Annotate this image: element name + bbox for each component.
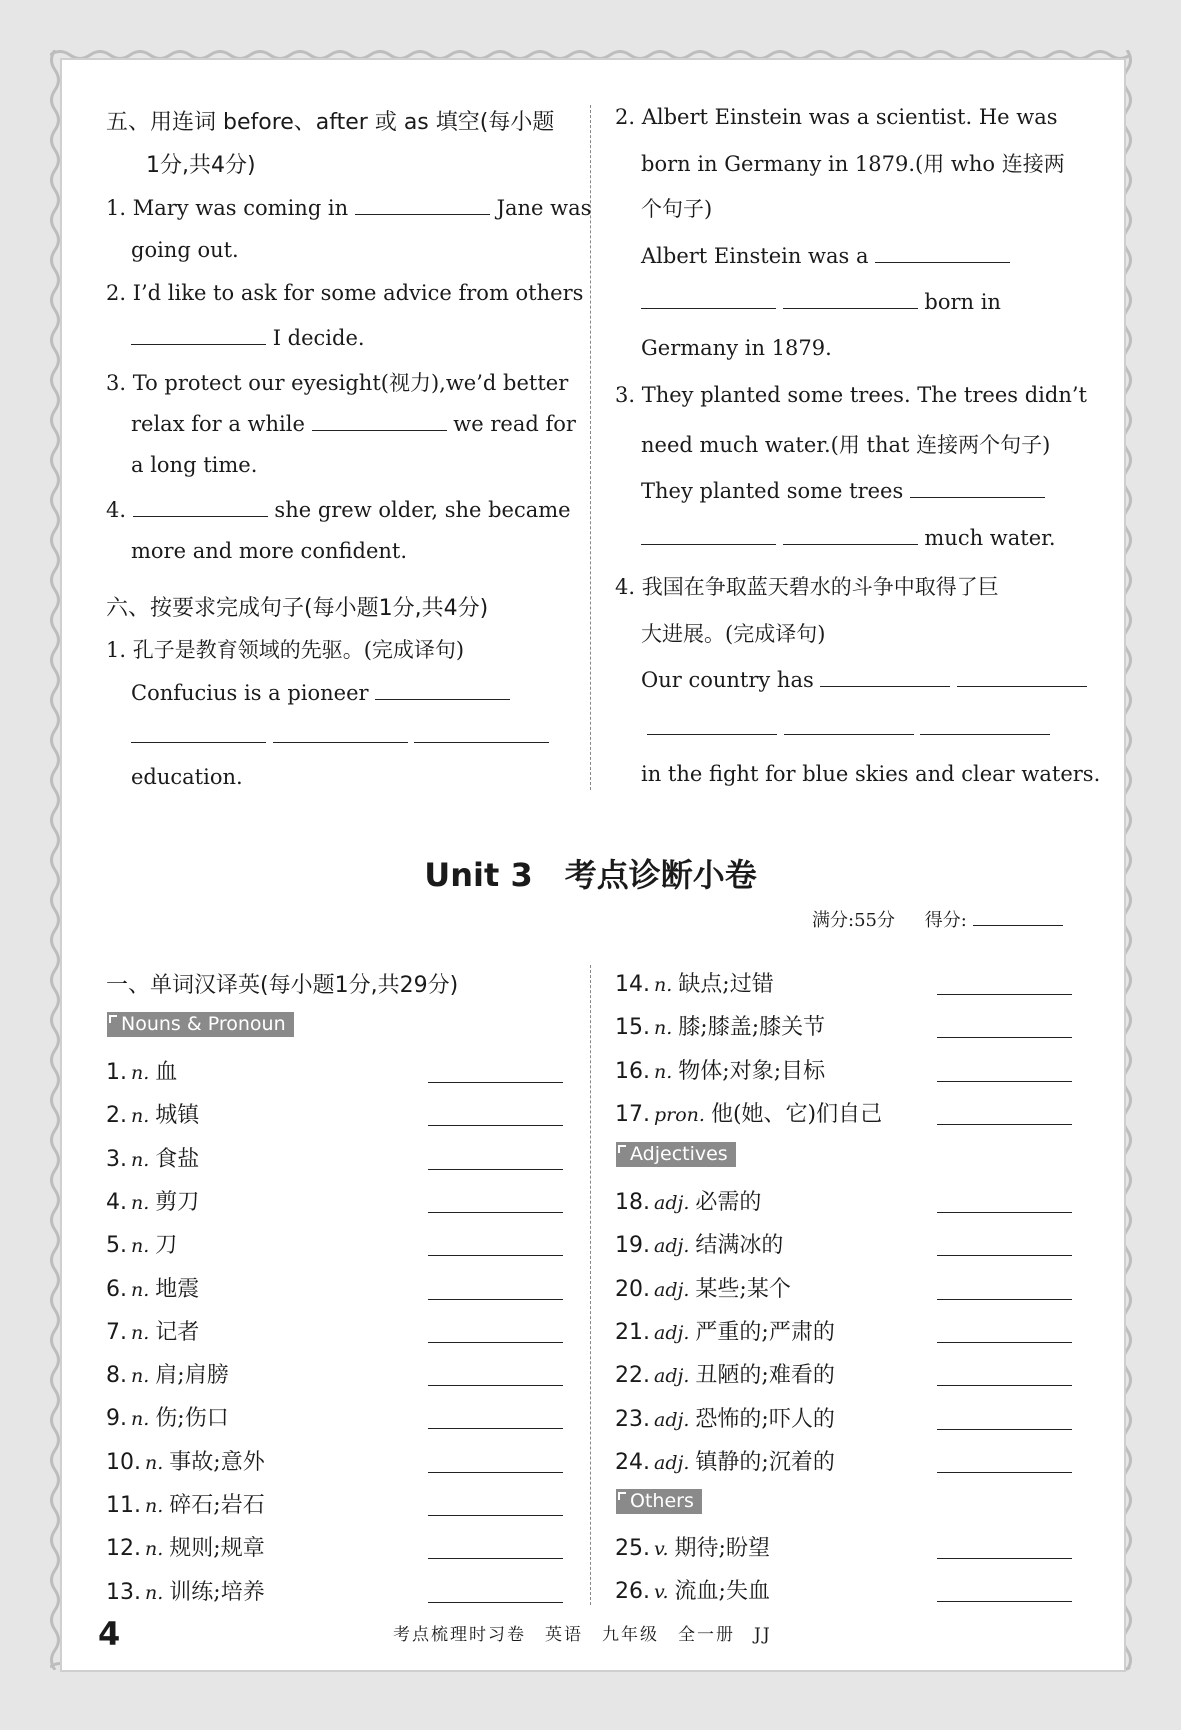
vocab-chinese: 碎石;岩石 xyxy=(169,1493,265,1518)
tag-adjectives: Adjectives xyxy=(616,1142,736,1167)
s6-q2-text-a: 2. Albert Einstein was a scientist. He was xyxy=(615,105,1058,129)
vocab-answer-blank[interactable] xyxy=(428,1514,563,1516)
vocab-part-of-speech: v. xyxy=(654,1538,669,1560)
s6-q2-text-d: Albert Einstein was a xyxy=(641,244,869,268)
vocab-item xyxy=(615,1531,770,1562)
vocab-chinese: 训练;培养 xyxy=(169,1579,265,1605)
s6-q2-blank-2[interactable] xyxy=(641,288,776,309)
s6-q4-blank-2[interactable] xyxy=(957,666,1087,687)
vocab-number: 18. xyxy=(615,1190,650,1215)
vocab-item xyxy=(106,1531,265,1562)
s5-q1-line1 xyxy=(106,194,591,220)
vocab-answer-blank[interactable] xyxy=(937,1036,1072,1038)
vocab-item xyxy=(106,1445,265,1476)
vocab-chinese: 丑陋的;难看的 xyxy=(695,1363,835,1389)
vocab-part-of-speech: n. xyxy=(131,1105,150,1128)
s6-q4-text-a: 4. 我国在争取蓝天碧水的斗争中取得了巨 xyxy=(615,575,999,599)
vocab-part-of-speech: adj. xyxy=(654,1278,690,1301)
s6-q2-blank-1[interactable] xyxy=(875,242,1010,263)
vocab-part-of-speech: n. xyxy=(654,1017,673,1040)
vocab-item xyxy=(106,1315,199,1346)
vocab-item xyxy=(615,1358,835,1389)
vocab-number: 21. xyxy=(615,1319,650,1345)
vocab-answer-blank[interactable] xyxy=(428,1124,563,1126)
vocab-answer-blank[interactable] xyxy=(937,1123,1072,1125)
vocab-number: 17. xyxy=(615,1101,650,1127)
vocab-chinese: 剪刀 xyxy=(155,1189,200,1215)
vocab-chinese: 膝;膝盖;膝关节 xyxy=(678,1015,826,1041)
s5-q1-text-c: going out. xyxy=(131,238,239,262)
vocab-chinese: 刀 xyxy=(155,1233,178,1259)
vocab-chinese: 结满冰的 xyxy=(695,1233,784,1259)
tag-others: Others xyxy=(616,1489,702,1514)
vocab-number: 15. xyxy=(615,1015,650,1041)
vocab-number: 6. xyxy=(106,1276,127,1302)
vocab-chinese: 他(她、它)们自己 xyxy=(710,1101,883,1127)
vocab-chinese: 规则;规章 xyxy=(169,1536,265,1562)
vocab-number: 12. xyxy=(106,1536,141,1562)
vocab-chinese: 镇静的;沉着的 xyxy=(695,1449,835,1475)
vocab-chinese: 恐怖的;吓人的 xyxy=(695,1406,835,1432)
s6-q4-blank-3[interactable] xyxy=(647,714,777,735)
vocab-item xyxy=(106,1272,199,1303)
s5-q3-line2 xyxy=(131,410,576,436)
column-divider-bottom xyxy=(590,965,591,1605)
s6-q2-blank-3[interactable] xyxy=(783,288,918,309)
s6-q3-text-b: need much water.(用 that 连接两个句子) xyxy=(641,433,1051,457)
s5-q3-text-a: 3. To protect our eyesight(视力),we’d better xyxy=(106,371,569,395)
s5-q3-text-d: a long time. xyxy=(131,453,258,477)
s6-q3-line3 xyxy=(641,477,1045,503)
vocab-part-of-speech: n. xyxy=(131,1191,150,1214)
s6-q1-blank-2[interactable] xyxy=(131,722,266,743)
s6-q4-blank-5[interactable] xyxy=(920,714,1050,735)
section5-title: 五、用连词 before、after 或 as 填空(每小题 xyxy=(106,110,555,135)
vocab-chinese: 事故;意外 xyxy=(169,1449,265,1475)
s6-q1-line2 xyxy=(131,679,510,705)
vocab-part-of-speech: n. xyxy=(145,1451,164,1474)
s5-q4-text-a: 4. xyxy=(106,498,127,522)
vocab-number: 11. xyxy=(106,1493,141,1518)
vocab-part-of-speech: n. xyxy=(654,974,673,996)
vocab-answer-blank[interactable] xyxy=(428,1601,563,1603)
s6-q1-line3 xyxy=(131,722,549,748)
vocab-chinese: 物体;对象;目标 xyxy=(678,1058,826,1084)
vocab-part-of-speech: adj. xyxy=(654,1192,690,1214)
vocab-answer-blank[interactable] xyxy=(937,993,1072,995)
s5-q1-text-a: 1. Mary was coming in xyxy=(106,196,349,220)
s6-q3-text-d: much water. xyxy=(924,526,1056,550)
vocab-number: 7. xyxy=(106,1319,127,1345)
vocab-item xyxy=(106,1488,265,1519)
vocab-item xyxy=(106,1185,199,1216)
vocab-chinese: 必需的 xyxy=(695,1190,762,1215)
vocab-chinese: 某些;某个 xyxy=(695,1276,791,1302)
s6-q4-blank-4[interactable] xyxy=(784,714,914,735)
vocab-answer-blank[interactable] xyxy=(428,1427,563,1429)
vocab-item xyxy=(106,1142,199,1173)
s6-q2-line5 xyxy=(641,288,1001,314)
vocab-answer-blank[interactable] xyxy=(428,1254,563,1256)
full-score: 满分:55分 xyxy=(812,910,895,931)
section6-title: 六、按要求完成句子(每小题1分,共4分) xyxy=(106,596,489,621)
s5-q4-blank[interactable] xyxy=(133,496,268,517)
vocab-part-of-speech: n. xyxy=(131,1365,150,1388)
vocab-part-of-speech: n. xyxy=(131,1062,150,1084)
s6-q4-blank-1[interactable] xyxy=(820,666,950,687)
vocab-answer-blank[interactable] xyxy=(937,1080,1072,1082)
vocab-number: 20. xyxy=(615,1276,650,1302)
vocab-chinese: 肩;肩膀 xyxy=(155,1363,229,1389)
vocab-number: 1. xyxy=(106,1060,127,1085)
vocab-item xyxy=(615,1054,825,1085)
vocab-number: 13. xyxy=(106,1579,141,1605)
vocab-item xyxy=(106,1098,199,1129)
vocab-chinese: 期待;盼望 xyxy=(674,1536,770,1561)
vocab-part-of-speech: n. xyxy=(145,1495,164,1517)
s6-q1-blank-3[interactable] xyxy=(273,722,408,743)
vocab-answer-blank[interactable] xyxy=(937,1557,1072,1559)
s5-q4-text-c: more and more confident. xyxy=(131,539,408,563)
vocab-chinese: 伤;伤口 xyxy=(155,1406,229,1432)
vocab-part-of-speech: n. xyxy=(131,1235,150,1258)
vocab-part-of-speech: n. xyxy=(145,1581,164,1604)
s6-q3-blank-1[interactable] xyxy=(910,477,1045,498)
vocab-number: 8. xyxy=(106,1363,127,1389)
s5-q2-blank[interactable] xyxy=(131,324,266,345)
s6-q1-blank-4[interactable] xyxy=(414,722,549,743)
s5-q3-blank[interactable] xyxy=(312,410,447,431)
s5-q3-text-c: we read for xyxy=(453,412,576,436)
vocab-answer-blank[interactable] xyxy=(428,1384,563,1386)
vocab-number: 2. xyxy=(106,1103,127,1129)
vocab-answer-blank[interactable] xyxy=(937,1600,1072,1602)
s6-q2-text-b: born in Germany in 1879.(用 who 连接两 xyxy=(641,152,1065,176)
s6-q2-line4 xyxy=(641,242,1010,268)
s6-q3-blank-2[interactable] xyxy=(641,524,776,545)
vocab-number: 24. xyxy=(615,1449,650,1475)
vocab-section-title: 一、单词汉译英(每小题1分,共29分) xyxy=(106,973,459,998)
s5-q1-blank[interactable] xyxy=(355,194,490,215)
vocab-part-of-speech: adj. xyxy=(654,1321,690,1344)
footer-text: 考点梳理时习卷 英语 九年级 全一册 JJ xyxy=(393,1625,772,1645)
vocab-answer-blank[interactable] xyxy=(937,1254,1072,1256)
vocab-number: 22. xyxy=(615,1363,650,1389)
s6-q2-text-e: born in xyxy=(924,290,1001,314)
vocab-number: 5. xyxy=(106,1233,127,1259)
tag-nouns-pronoun: Nouns & Pronoun xyxy=(107,1012,294,1037)
s6-q4-text-c: Our country has xyxy=(641,668,814,692)
vocab-item xyxy=(615,1445,835,1476)
vocab-answer-blank[interactable] xyxy=(428,1471,563,1473)
vocab-answer-blank[interactable] xyxy=(937,1471,1072,1473)
s5-q1-text-b: Jane was xyxy=(496,196,592,220)
vocab-number: 14. xyxy=(615,972,650,997)
vocab-item xyxy=(615,1402,835,1433)
section5-title-cont: 1分,共4分) xyxy=(146,153,256,178)
unit-title: Unit 3 考点诊断小卷 xyxy=(424,856,757,894)
vocab-item xyxy=(615,967,774,998)
s5-q2-line2 xyxy=(131,324,365,350)
vocab-item xyxy=(615,1315,835,1346)
vocab-part-of-speech: n. xyxy=(654,1060,673,1083)
s6-q1-text-a: 1. 孔子是教育领域的先驱。(完成译句) xyxy=(106,638,465,662)
vocab-answer-blank[interactable] xyxy=(937,1384,1072,1386)
vocab-number: 16. xyxy=(615,1058,650,1084)
vocab-number: 23. xyxy=(615,1406,650,1432)
vocab-number: 19. xyxy=(615,1233,650,1259)
vocab-chinese: 严重的;严肃的 xyxy=(695,1319,835,1345)
s6-q3-blank-3[interactable] xyxy=(783,524,918,545)
vocab-answer-blank[interactable] xyxy=(428,1168,563,1170)
vocab-chinese: 地震 xyxy=(155,1276,200,1302)
s6-q3-text-a: 3. They planted some trees. The trees didn’t xyxy=(615,383,1087,407)
vocab-part-of-speech: adj. xyxy=(654,1365,690,1388)
vocab-chinese: 城镇 xyxy=(155,1103,200,1129)
vocab-answer-blank[interactable] xyxy=(937,1298,1072,1300)
vocab-answer-blank[interactable] xyxy=(428,1341,563,1343)
vocab-number: 26. xyxy=(615,1579,650,1605)
vocab-chinese: 流血;失血 xyxy=(674,1579,770,1605)
vocab-chinese: 记者 xyxy=(155,1319,200,1345)
vocab-part-of-speech: adj. xyxy=(654,1235,690,1258)
s6-q4-line4 xyxy=(647,714,1050,740)
s5-q2-text-b: I decide. xyxy=(272,326,365,350)
vocab-number: 25. xyxy=(615,1536,650,1561)
vocab-part-of-speech: n. xyxy=(131,1321,150,1344)
vocab-part-of-speech: n. xyxy=(131,1278,150,1301)
s6-q4-line3 xyxy=(641,666,1087,692)
vocab-answer-blank[interactable] xyxy=(428,1557,563,1559)
s6-q1-blank-1[interactable] xyxy=(375,679,510,700)
vocab-item xyxy=(615,1272,791,1303)
vocab-answer-blank[interactable] xyxy=(937,1211,1072,1213)
s5-q4-text-b: she grew older, she became xyxy=(274,498,571,522)
score-blank[interactable] xyxy=(973,905,1063,926)
s6-q2-text-f: Germany in 1879. xyxy=(641,336,832,360)
vocab-number: 4. xyxy=(106,1189,127,1215)
vocab-item xyxy=(106,1575,265,1606)
score-label: 得分: xyxy=(924,910,967,931)
s6-q2-text-c: 个句子) xyxy=(641,197,713,221)
vocab-part-of-speech: v. xyxy=(654,1581,669,1604)
s5-q2-text-a: 2. I’d like to ask for some advice from others xyxy=(106,281,584,305)
vocab-part-of-speech: pron. xyxy=(654,1103,705,1126)
page-number: 4 xyxy=(98,1615,121,1653)
vocab-answer-blank[interactable] xyxy=(428,1081,563,1083)
s6-q1-text-b: Confucius is a pioneer xyxy=(131,681,369,705)
vocab-part-of-speech: n. xyxy=(145,1538,164,1561)
s6-q3-text-c: They planted some trees xyxy=(641,479,904,503)
s6-q4-text-b: 大进展。(完成译句) xyxy=(641,622,826,646)
s5-q3-text-b: relax for a while xyxy=(131,412,305,436)
vocab-part-of-speech: n. xyxy=(131,1148,150,1171)
vocab-number: 9. xyxy=(106,1406,127,1432)
vocab-part-of-speech: n. xyxy=(131,1408,150,1431)
score-line xyxy=(812,905,1063,932)
vocab-answer-blank[interactable] xyxy=(428,1211,563,1213)
vocab-part-of-speech: adj. xyxy=(654,1451,690,1474)
vocab-chinese: 血 xyxy=(155,1060,178,1085)
s6-q4-text-d: in the fight for blue skies and clear waters. xyxy=(641,762,1101,786)
vocab-item xyxy=(106,1401,229,1432)
s5-q4-line1 xyxy=(106,496,571,522)
vocab-chinese: 缺点;过错 xyxy=(678,972,774,997)
vocab-item xyxy=(615,1185,761,1216)
vocab-item xyxy=(106,1055,177,1086)
vocab-item xyxy=(106,1358,229,1389)
vocab-answer-blank[interactable] xyxy=(937,1341,1072,1343)
vocab-answer-blank[interactable] xyxy=(428,1298,563,1300)
vocab-part-of-speech: adj. xyxy=(654,1408,690,1431)
vocab-number: 3. xyxy=(106,1146,127,1172)
vocab-chinese: 食盐 xyxy=(155,1146,200,1172)
vocab-item xyxy=(106,1228,177,1259)
vocab-answer-blank[interactable] xyxy=(937,1428,1072,1430)
vocab-item xyxy=(615,1010,825,1041)
s6-q3-line4 xyxy=(641,524,1056,550)
vocab-number: 10. xyxy=(106,1449,141,1475)
s6-q1-text-c: education. xyxy=(131,765,243,789)
vocab-item xyxy=(615,1228,783,1259)
vocab-item xyxy=(615,1574,770,1605)
vocab-item xyxy=(615,1097,882,1128)
